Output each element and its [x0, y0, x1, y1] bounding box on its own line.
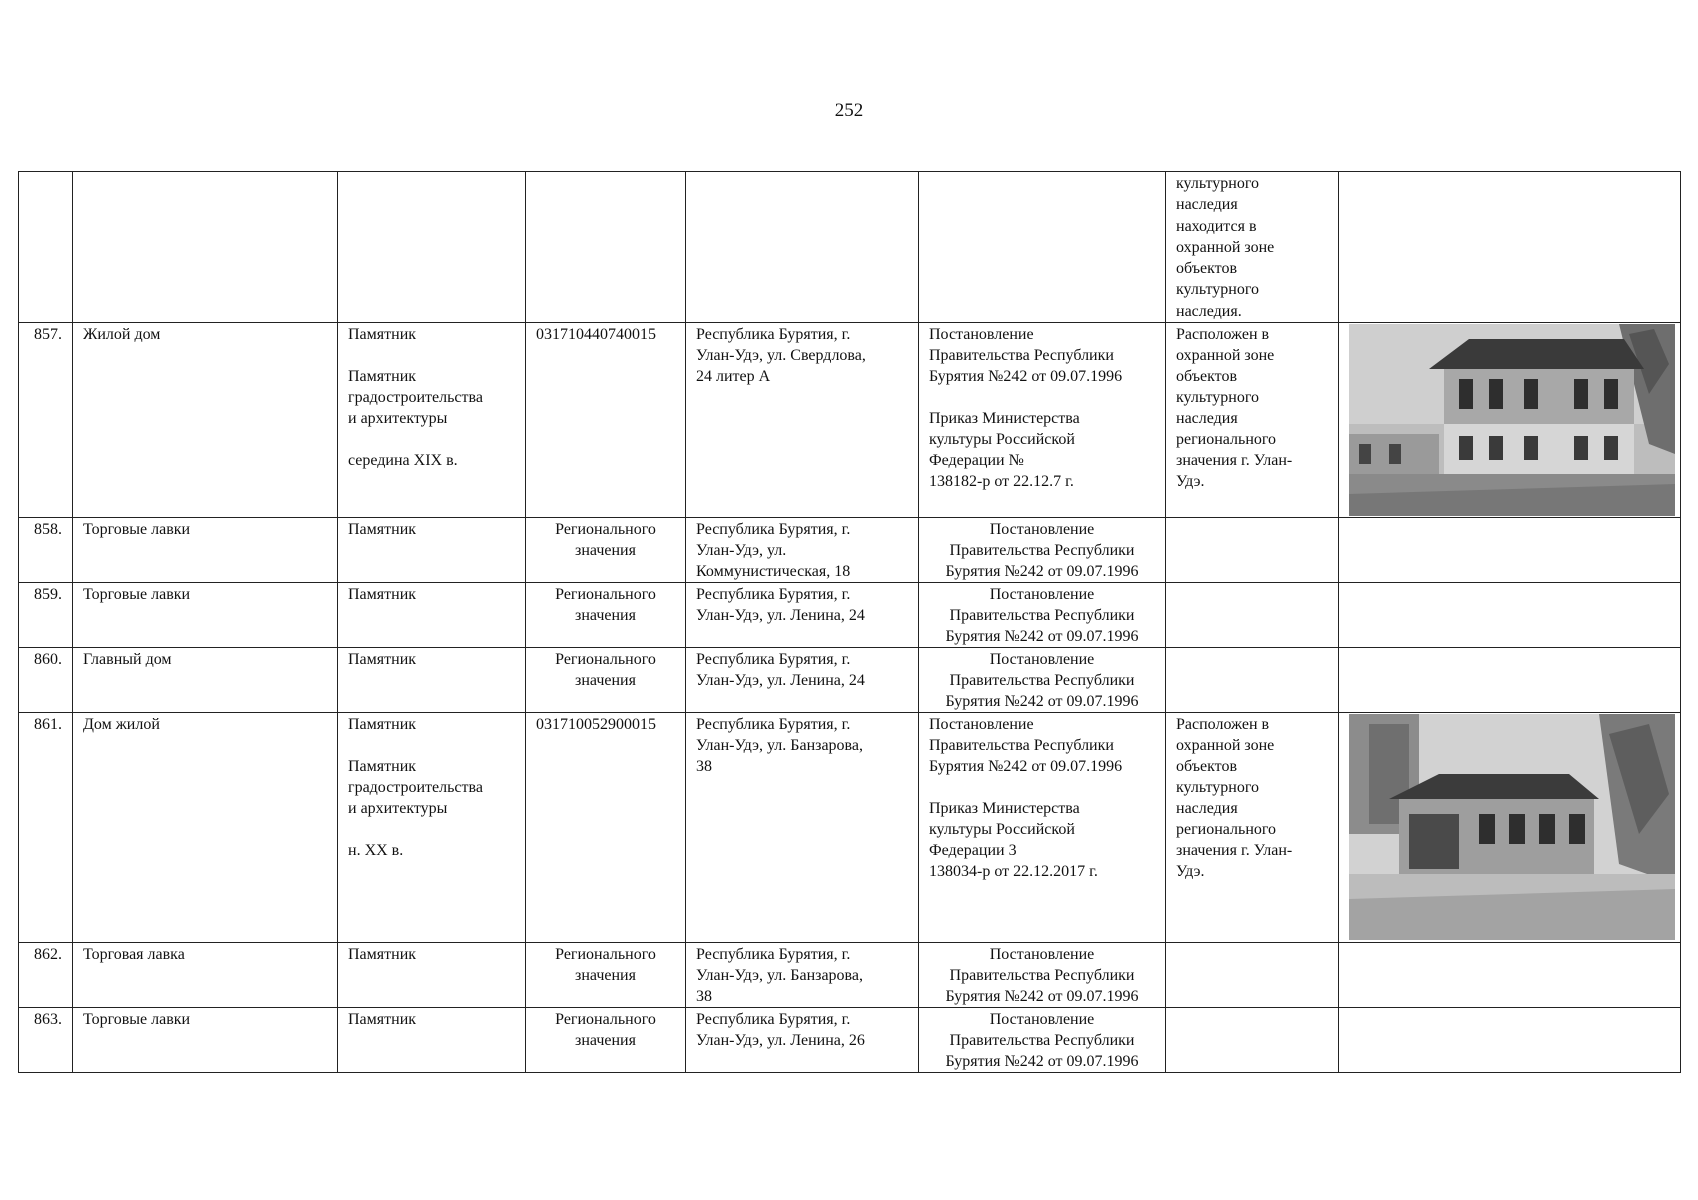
address-line: 38: [696, 988, 712, 1006]
document-line: Бурятия №242 от 09.07.1996: [945, 628, 1139, 646]
notes: [1166, 648, 1339, 713]
type-cell: [338, 172, 526, 323]
document-line: Правительства Республики: [949, 967, 1135, 985]
object-type: [338, 943, 526, 1008]
document-line: 138182-р от 22.12.7 г.: [929, 473, 1074, 491]
object-name: Торговая лавка: [73, 943, 338, 1008]
notes-line: значения г. Улан-: [1176, 842, 1293, 860]
notes-line: охранной зоне: [1176, 238, 1275, 256]
blank-line: [929, 777, 1155, 798]
significance-category: [526, 518, 686, 583]
notes-cell: [1166, 172, 1339, 323]
type-line: Памятник: [348, 326, 417, 344]
significance-category: [526, 1008, 686, 1073]
row-number: 858.: [19, 518, 73, 583]
table-row: [19, 713, 1681, 943]
name-cell: [73, 172, 338, 323]
address-line: Улан-Удэ, ул. Банзарова,: [696, 737, 863, 755]
address-cell: [686, 172, 919, 323]
legal-document: [919, 323, 1166, 518]
table-row-continuation: [19, 172, 1681, 323]
object-name: Торговые лавки: [73, 518, 338, 583]
category-line: значения: [575, 1032, 636, 1050]
address-line: Улан-Удэ, ул.: [696, 542, 787, 560]
object-name: Дом жилой: [73, 713, 338, 943]
notes-line: культурного: [1176, 779, 1260, 797]
notes-line: объектов: [1176, 260, 1238, 278]
row-number: 857.: [19, 323, 73, 518]
building-photo-857: [1349, 324, 1675, 516]
address: [686, 648, 919, 713]
notes-line: охранной зоне: [1176, 347, 1275, 365]
object-type: [338, 583, 526, 648]
row-number: 863.: [19, 1008, 73, 1073]
notes-line: Расположен в: [1176, 326, 1270, 344]
object-type: [338, 518, 526, 583]
type-line: и архитектуры: [348, 410, 448, 428]
document-line: Бурятия №242 от 09.07.1996: [945, 1053, 1139, 1071]
registry-code: 031710052900015: [526, 713, 686, 943]
photo-cell: [1339, 1008, 1681, 1073]
address: [686, 323, 919, 518]
notes-line: наследия.: [1176, 302, 1242, 320]
category-line: значения: [575, 672, 636, 690]
document-line: Постановление: [929, 716, 1034, 734]
notes: [1166, 943, 1339, 1008]
document-line: культуры Российской: [929, 821, 1075, 839]
blank-line: [348, 819, 515, 840]
document-line: Приказ Министерства: [929, 800, 1080, 818]
document-line: Правительства Республики: [949, 607, 1135, 625]
blank-line: [348, 735, 515, 756]
document-line: культуры Российской: [929, 431, 1075, 449]
notes-line: культурного: [1176, 175, 1260, 192]
category-line: значения: [575, 967, 636, 985]
category-line: Регионального: [555, 586, 656, 604]
address-line: Улан-Удэ, ул. Ленина, 24: [696, 672, 865, 690]
document-line: Бурятия №242 от 09.07.1996: [945, 988, 1139, 1006]
document-line: Правительства Республики: [929, 737, 1114, 755]
type-line: Памятник: [348, 716, 417, 734]
notes-line: объектов: [1176, 368, 1238, 386]
type-line: Памятник: [348, 521, 417, 539]
address: [686, 518, 919, 583]
address-line: Республика Бурятия, г.: [696, 651, 851, 669]
category-line: значения: [575, 542, 636, 560]
document-line: Постановление: [929, 326, 1034, 344]
type-line: н. XX в.: [348, 842, 404, 860]
object-type: [338, 713, 526, 943]
photo-cell: [1339, 583, 1681, 648]
photo-cell: [1339, 172, 1681, 323]
legal-document: [919, 1008, 1166, 1073]
object-name: Торговые лавки: [73, 583, 338, 648]
notes-line: культурного: [1176, 389, 1260, 407]
photo-cell: [1339, 713, 1681, 943]
notes-line: охранной зоне: [1176, 737, 1275, 755]
notes-line: культурного: [1176, 281, 1260, 299]
address-line: Республика Бурятия, г.: [696, 1011, 851, 1029]
photo-cell: [1339, 943, 1681, 1008]
notes: [1166, 1008, 1339, 1073]
blank-line: [348, 429, 515, 450]
type-line: Памятник: [348, 1011, 417, 1029]
document-line: Постановление: [989, 651, 1095, 669]
address-line: Улан-Удэ, ул. Ленина, 24: [696, 607, 865, 625]
row-number: 861.: [19, 713, 73, 943]
document-line: Правительства Республики: [949, 1032, 1135, 1050]
object-type: [338, 648, 526, 713]
notes: [1166, 713, 1339, 943]
blank-line: [929, 387, 1155, 408]
address: [686, 1008, 919, 1073]
address-line: Республика Бурятия, г.: [696, 586, 851, 604]
registry-code: 031710440740015: [526, 323, 686, 518]
table-row: [19, 323, 1681, 518]
notes-line: значения г. Улан-: [1176, 452, 1293, 470]
document-line: Федерации 3: [929, 842, 1017, 860]
type-line: Памятник: [348, 946, 417, 964]
category-line: значения: [575, 607, 636, 625]
address-line: Республика Бурятия, г.: [696, 326, 851, 344]
document-line: Бурятия №242 от 09.07.1996: [929, 758, 1123, 776]
blank-line: [348, 345, 515, 366]
building-photo-861: [1349, 714, 1675, 940]
legal-document: [919, 648, 1166, 713]
document-line: Бурятия №242 от 09.07.1996: [929, 368, 1123, 386]
type-line: Памятник: [348, 368, 417, 386]
address-line: Республика Бурятия, г.: [696, 521, 851, 539]
notes-line: Удэ.: [1176, 473, 1205, 491]
category-line: Регионального: [555, 521, 656, 539]
notes-line: наследия: [1176, 410, 1238, 428]
notes: [1166, 583, 1339, 648]
table-row: [19, 518, 1681, 583]
type-line: и архитектуры: [348, 800, 448, 818]
photo-cell: [1339, 518, 1681, 583]
address: [686, 583, 919, 648]
object-name: Жилой дом: [73, 323, 338, 518]
legal-document: [919, 583, 1166, 648]
address-line: Улан-Удэ, ул. Ленина, 26: [696, 1032, 865, 1050]
address-line: Улан-Удэ, ул. Банзарова,: [696, 967, 863, 985]
object-type: [338, 1008, 526, 1073]
document-line: Постановление: [989, 521, 1095, 539]
notes-line: Расположен в: [1176, 716, 1270, 734]
significance-category: [526, 648, 686, 713]
category-line: Регионального: [555, 946, 656, 964]
document-line: Постановление: [989, 1011, 1095, 1029]
photo-cell: [1339, 323, 1681, 518]
type-line: градостроительства: [348, 779, 483, 797]
object-name: Торговые лавки: [73, 1008, 338, 1073]
object-name: Главный дом: [73, 648, 338, 713]
address-line: Улан-Удэ, ул. Свердлова,: [696, 347, 866, 365]
type-line: градостроительства: [348, 389, 483, 407]
table-row: [19, 943, 1681, 1008]
legal-document: [919, 943, 1166, 1008]
notes-line: Удэ.: [1176, 863, 1205, 881]
code-cell: [526, 172, 686, 323]
address-line: 24 литер А: [696, 368, 771, 386]
document-line: 138034-р от 22.12.2017 г.: [929, 863, 1098, 881]
notes-line: регионального: [1176, 821, 1277, 839]
num-cell: [19, 172, 73, 323]
document-line: Постановление: [989, 946, 1095, 964]
document-line: Бурятия №242 от 09.07.1996: [945, 563, 1139, 581]
address-line: Республика Бурятия, г.: [696, 946, 851, 964]
address-line: 38: [696, 758, 712, 776]
document-line: Правительства Республики: [929, 347, 1114, 365]
table-row: [19, 648, 1681, 713]
notes-line: наследия: [1176, 196, 1238, 214]
type-line: Памятник: [348, 586, 417, 604]
row-number: 859.: [19, 583, 73, 648]
notes-line: наследия: [1176, 800, 1238, 818]
legal-document: [919, 518, 1166, 583]
table-row: [19, 583, 1681, 648]
notes-line: объектов: [1176, 758, 1238, 776]
notes-line: находится в: [1176, 217, 1257, 235]
table-row: [19, 1008, 1681, 1073]
notes: [1166, 323, 1339, 518]
type-line: середина XIX в.: [348, 452, 458, 470]
legal-document: [919, 713, 1166, 943]
address-line: Республика Бурятия, г.: [696, 716, 851, 734]
document-cell: [919, 172, 1166, 323]
address: [686, 713, 919, 943]
document-line: Правительства Республики: [949, 672, 1135, 690]
document-line: Бурятия №242 от 09.07.1996: [945, 693, 1139, 711]
address-line: Коммунистическая, 18: [696, 563, 851, 581]
significance-category: [526, 943, 686, 1008]
heritage-registry-table: [18, 171, 1681, 1073]
category-line: Регионального: [555, 1011, 656, 1029]
object-type: [338, 323, 526, 518]
significance-category: [526, 583, 686, 648]
category-line: Регионального: [555, 651, 656, 669]
document-line: Приказ Министерства: [929, 410, 1080, 428]
type-line: Памятник: [348, 758, 417, 776]
document-line: Правительства Республики: [949, 542, 1135, 560]
notes: [1166, 518, 1339, 583]
row-number: 862.: [19, 943, 73, 1008]
page-number: 252: [834, 100, 864, 121]
type-line: Памятник: [348, 651, 417, 669]
document-line: Федерации №: [929, 452, 1024, 470]
row-number: 860.: [19, 648, 73, 713]
notes-line: регионального: [1176, 431, 1277, 449]
address: [686, 943, 919, 1008]
photo-cell: [1339, 648, 1681, 713]
document-line: Постановление: [989, 586, 1095, 604]
